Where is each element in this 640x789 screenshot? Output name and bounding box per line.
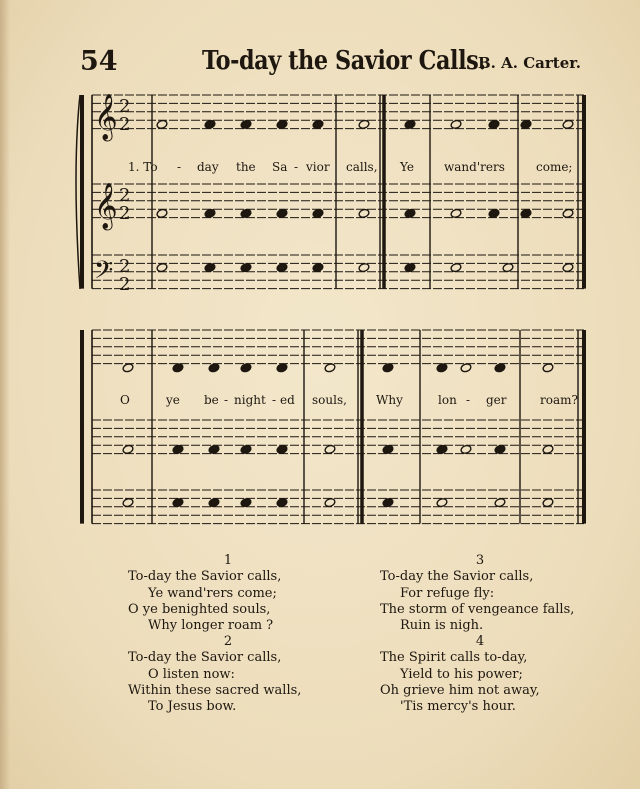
verse-number: 4	[475, 634, 485, 649]
note-head	[358, 263, 370, 273]
song-title: To-day the Savior Calls.	[202, 46, 486, 76]
verse-number: 1	[223, 553, 233, 568]
note-head	[562, 208, 574, 218]
note-head	[312, 208, 324, 218]
note-head	[312, 263, 324, 273]
note-head	[122, 363, 134, 373]
note-head	[122, 444, 134, 454]
page-number: 54	[80, 46, 118, 77]
note-head	[122, 498, 134, 508]
verse-line: The Spirit calls to-day,	[380, 650, 528, 666]
time-signature: 2	[119, 256, 131, 277]
note-head	[240, 444, 252, 454]
note-head	[240, 263, 252, 273]
note-head	[488, 119, 500, 129]
note-head	[204, 208, 216, 218]
note-head	[172, 444, 184, 454]
note-head	[520, 119, 532, 129]
note-head	[382, 498, 394, 508]
note-head	[276, 119, 288, 129]
lyric-syllable: day	[197, 160, 219, 174]
note-head	[436, 363, 448, 373]
lyric-hyphen: -	[466, 393, 471, 407]
lyric-hyphen: -	[177, 160, 182, 174]
time-signature: 2	[119, 274, 131, 295]
treble-clef: 𝄞	[94, 94, 118, 140]
verse-line: Ruin is nigh.	[400, 618, 484, 634]
note-head	[358, 119, 370, 129]
note-head	[494, 363, 506, 373]
note-head	[520, 208, 532, 218]
note-head	[450, 208, 462, 218]
verse-line: Why longer roam ?	[148, 618, 274, 634]
verse-line: Within these sacred walls,	[128, 682, 302, 698]
verse-4	[380, 634, 580, 715]
note-head	[404, 263, 416, 273]
verse-number: 2	[223, 634, 233, 649]
verse-line: To-day the Savior calls,	[380, 569, 534, 585]
note-head	[404, 208, 416, 218]
note-head	[276, 444, 288, 454]
note-head	[208, 444, 220, 454]
note-head	[382, 363, 394, 373]
verse-line: O ye benighted souls,	[128, 601, 271, 617]
lyric-hyphen: -	[272, 393, 277, 407]
lyric-syllable: calls,	[346, 160, 378, 174]
lyric-syllable: Ye	[400, 160, 414, 174]
note-head	[562, 263, 574, 273]
note-head	[404, 119, 416, 129]
note-head	[502, 263, 514, 273]
note-head	[172, 498, 184, 508]
verse-2	[128, 634, 328, 715]
verse-line: To-day the Savior calls,	[128, 650, 282, 666]
note-head	[358, 208, 370, 218]
note-head	[156, 208, 168, 218]
verse-1	[128, 553, 328, 634]
note-head	[208, 363, 220, 373]
note-head	[204, 263, 216, 273]
verse-number: 3	[475, 553, 485, 568]
lyric-syllable: Why	[376, 393, 403, 407]
note-head	[276, 208, 288, 218]
lyric-syllable: Sa	[272, 160, 288, 174]
lyrics-line-1	[128, 160, 572, 174]
lyric-syllable: roam?	[540, 393, 578, 407]
lyric-syllable: come;	[536, 160, 573, 174]
note-head	[240, 208, 252, 218]
note-head	[312, 119, 324, 129]
bass-clef: 𝄢	[94, 256, 114, 291]
verse-line: The storm of vengeance falls,	[380, 601, 575, 617]
note-head	[562, 119, 574, 129]
time-signature: 2	[119, 96, 131, 117]
note-head	[156, 263, 168, 273]
verse-line: Yield to his power;	[400, 666, 523, 682]
time-signature: 2	[119, 203, 131, 224]
lyric-syllable: ed	[280, 393, 295, 407]
lyric-syllable: night	[234, 393, 266, 407]
note-head	[382, 444, 394, 454]
note-head	[324, 444, 336, 454]
verse-line: 'Tis mercy's hour.	[400, 699, 516, 715]
note-head	[324, 498, 336, 508]
note-head	[450, 119, 462, 129]
note-head	[450, 263, 462, 273]
note-heads	[122, 119, 574, 507]
lyric-syllable: lon	[438, 393, 457, 407]
note-head	[324, 363, 336, 373]
note-head	[436, 498, 448, 508]
lyrics-line-2	[120, 393, 578, 407]
note-head	[542, 444, 554, 454]
note-head	[276, 263, 288, 273]
note-head	[204, 119, 216, 129]
verse-3	[380, 553, 580, 634]
lyric-syllable: ye	[166, 393, 180, 407]
note-head	[488, 208, 500, 218]
note-head	[156, 119, 168, 129]
time-signature: 2	[119, 185, 131, 206]
time-signature: 2	[119, 114, 131, 135]
note-head	[494, 498, 506, 508]
note-head	[240, 119, 252, 129]
note-head	[542, 363, 554, 373]
verse-line: O listen now:	[148, 666, 235, 682]
lyric-syllable: be	[204, 393, 219, 407]
lyric-syllable: 1. To	[128, 160, 158, 174]
note-head	[208, 498, 220, 508]
note-head	[172, 363, 184, 373]
note-head	[240, 498, 252, 508]
lyric-syllable: the	[236, 160, 256, 174]
treble-clef: 𝄞	[94, 183, 118, 229]
score-decorations	[76, 94, 130, 295]
lyric-syllable: vior	[306, 160, 330, 174]
verse-line: To-day the Savior calls,	[128, 569, 282, 585]
verse-line: For refuge fly:	[400, 585, 495, 601]
note-head	[240, 363, 252, 373]
note-head	[494, 444, 506, 454]
verse-line: Oh grieve him not away,	[380, 682, 540, 698]
lyric-syllable: souls,	[312, 393, 347, 407]
lyric-syllable: ger	[486, 393, 507, 407]
note-head	[276, 498, 288, 508]
lyric-syllable: wand'rers	[444, 160, 505, 174]
note-head	[276, 363, 288, 373]
note-head	[436, 444, 448, 454]
note-head	[460, 363, 472, 373]
lyric-syllable: O	[120, 393, 130, 407]
lyric-hyphen: -	[224, 393, 229, 407]
note-head	[542, 498, 554, 508]
verse-line: Ye wand'rers come;	[148, 585, 277, 601]
note-head	[460, 444, 472, 454]
composer-credit: B. A. Carter.	[478, 54, 581, 72]
lyric-hyphen: -	[294, 160, 299, 174]
system-bracket	[76, 95, 80, 289]
verse-line: To Jesus bow.	[148, 699, 237, 715]
